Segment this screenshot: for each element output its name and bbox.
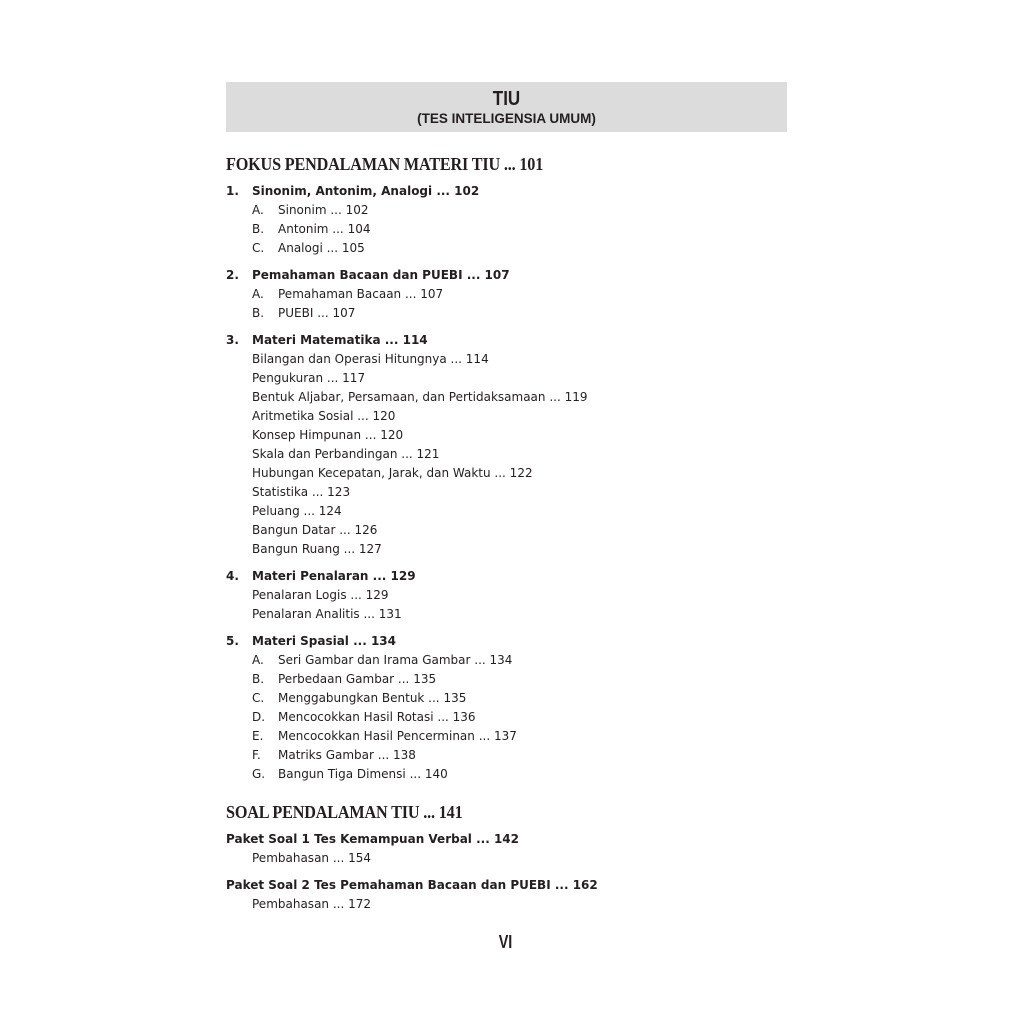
subentry-text: Antonim ... 104 <box>278 222 371 236</box>
subentry-letter: G. <box>252 767 266 781</box>
section-heading-soal: SOAL PENDALAMAN TIU ... 141 <box>226 802 463 822</box>
toc-entry-title <box>226 266 787 285</box>
subentry-text: Bentuk Aljabar, Persamaan, dan Pertidaksamaan ... 119 <box>252 390 588 404</box>
toc-subentry <box>226 727 787 746</box>
paket-pembahasan: Pembahasan ... 154 <box>252 851 371 865</box>
toc-group <box>226 632 787 784</box>
subentry-text: Skala dan Perbandingan ... 121 <box>252 447 440 461</box>
subentry-text: Bangun Tiga Dimensi ... 140 <box>278 767 448 781</box>
chapter-title: TIU <box>492 88 521 110</box>
toc-subentry <box>226 651 787 670</box>
subentry-text: Mencocokkan Hasil Pencerminan ... 137 <box>278 729 517 743</box>
toc-subentry <box>226 464 787 483</box>
entry-number: 3. <box>226 333 239 347</box>
subentry-text: Perbedaan Gambar ... 135 <box>278 672 437 686</box>
subentry-text: Sinonim ... 102 <box>278 203 369 217</box>
subentry-text: Menggabungkan Bentuk ... 135 <box>278 691 467 705</box>
entry-title-text: Materi Spasial ... 134 <box>252 634 396 648</box>
subentry-letter: C. <box>252 241 265 255</box>
toc-subentry <box>226 670 787 689</box>
subentry-text: Seri Gambar dan Irama Gambar ... 134 <box>278 653 513 667</box>
toc-subentry <box>226 407 787 426</box>
subentry-letter: A. <box>252 287 264 301</box>
subentry-letter: D. <box>252 710 266 724</box>
subentry-text: Penalaran Logis ... 129 <box>252 588 389 602</box>
toc-subentry <box>226 586 787 605</box>
toc-subentry <box>226 304 787 323</box>
toc-subentry <box>226 483 787 502</box>
toc-subentry <box>226 220 787 239</box>
toc-subentry <box>226 285 787 304</box>
chapter-header <box>226 82 787 132</box>
subentry-text: Mencocokkan Hasil Rotasi ... 136 <box>278 710 476 724</box>
paket-pembahasan: Pembahasan ... 172 <box>252 897 371 911</box>
toc-subentry <box>226 445 787 464</box>
entry-title-text: Materi Penalaran ... 129 <box>252 569 416 583</box>
toc-subentry <box>226 689 787 708</box>
toc-group <box>226 331 787 559</box>
toc-subentry <box>226 201 787 220</box>
entry-number: 4. <box>226 569 239 583</box>
section2-list <box>226 830 787 914</box>
subentry-letter: A. <box>252 203 264 217</box>
subentry-text: Analogi ... 105 <box>278 241 365 255</box>
toc-entry-title <box>226 331 787 350</box>
toc-subentry <box>226 502 787 521</box>
toc-subentry <box>226 239 787 258</box>
toc-entry-title <box>226 632 787 651</box>
entry-number: 5. <box>226 634 239 648</box>
toc-subentry <box>226 426 787 445</box>
subentry-text: Aritmetika Sosial ... 120 <box>252 409 396 423</box>
subentry-letter: B. <box>252 672 265 686</box>
subentry-text: Peluang ... 124 <box>252 504 342 518</box>
toc-entry-title <box>226 567 787 586</box>
toc-subentry <box>226 350 787 369</box>
subentry-text: PUEBI ... 107 <box>278 306 356 320</box>
subentry-text: Konsep Himpunan ... 120 <box>252 428 404 442</box>
entry-title-text: Sinonim, Antonim, Analogi ... 102 <box>252 184 480 198</box>
toc-group <box>226 567 787 624</box>
toc-page <box>226 82 787 914</box>
toc-group <box>226 266 787 323</box>
page-number: VI <box>498 932 513 952</box>
paket-title: Paket Soal 1 Tes Kemampuan Verbal ... 142 <box>226 832 519 846</box>
subentry-letter: F. <box>252 748 261 762</box>
subentry-text: Bilangan dan Operasi Hitungnya ... 114 <box>252 352 489 366</box>
subentry-letter: B. <box>252 306 265 320</box>
subentry-text: Bangun Ruang ... 127 <box>252 542 382 556</box>
toc-subentry <box>226 765 787 784</box>
section-heading-fokus: FOKUS PENDALAMAN MATERI TIU ... 101 <box>226 154 544 174</box>
subentry-text: Matriks Gambar ... 138 <box>278 748 416 762</box>
subentry-text: Pemahaman Bacaan ... 107 <box>278 287 444 301</box>
toc-subentry <box>226 605 787 624</box>
toc-group <box>226 182 787 258</box>
entry-title-text: Pemahaman Bacaan dan PUEBI ... 107 <box>252 268 510 282</box>
section1-list <box>226 182 787 784</box>
subentry-letter: C. <box>252 691 265 705</box>
toc-subentry <box>226 388 787 407</box>
entry-number: 1. <box>226 184 239 198</box>
toc-subentry <box>226 369 787 388</box>
subentry-text: Bangun Datar ... 126 <box>252 523 378 537</box>
subentry-text: Pengukuran ... 117 <box>252 371 366 385</box>
toc-subentry <box>226 746 787 765</box>
toc-subentry <box>226 708 787 727</box>
subentry-text: Penalaran Analitis ... 131 <box>252 607 402 621</box>
subentry-text: Statistika ... 123 <box>252 485 351 499</box>
entry-number: 2. <box>226 268 239 282</box>
subentry-text: Hubungan Kecepatan, Jarak, dan Waktu ... 122 <box>252 466 533 480</box>
subentry-letter: A. <box>252 653 264 667</box>
subentry-letter: B. <box>252 222 265 236</box>
chapter-subtitle: (TES INTELIGENSIA UMUM) <box>417 111 596 126</box>
subentry-letter: E. <box>252 729 264 743</box>
paket-title: Paket Soal 2 Tes Pemahaman Bacaan dan PUEBI ... 162 <box>226 878 598 892</box>
toc-group <box>226 830 787 868</box>
toc-subentry <box>226 521 787 540</box>
entry-title-text: Materi Matematika ... 114 <box>252 333 428 347</box>
toc-subentry <box>226 540 787 559</box>
toc-entry-title <box>226 182 787 201</box>
toc-group <box>226 876 787 914</box>
